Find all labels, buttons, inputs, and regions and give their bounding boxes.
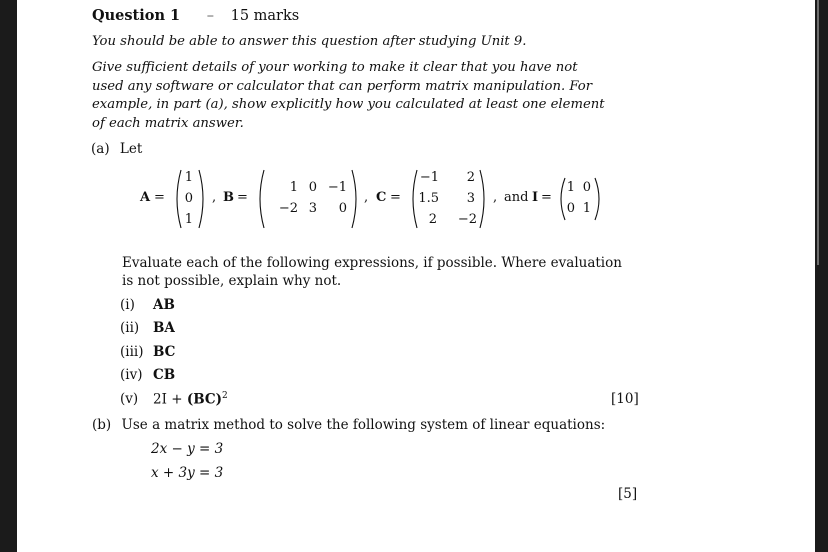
matrix-b-left-paren (254, 168, 268, 230)
matrix-i-right-paren (591, 176, 605, 222)
evaluate-prompt-line-1: Evaluate each of the following expressions, if possible. Where evaluation (122, 255, 622, 271)
subpart-number: (v) (120, 391, 139, 407)
instruction-line-4: of each matrix answer. (92, 115, 244, 131)
matrix-b-name: B (223, 190, 234, 205)
subpart-number: (ii) (120, 320, 140, 336)
subpart-expression: BA (153, 320, 175, 336)
question-title: Question 1 (92, 7, 181, 24)
part-b-label: (b) (92, 417, 112, 433)
matrix-c-name: C (376, 190, 387, 205)
matrix-c-eq: = (390, 190, 401, 205)
subpart-v (120, 391, 228, 408)
matrix-c-cell: 2 (466, 170, 475, 185)
subpart-expression: AB (153, 297, 175, 313)
expr-bold: (BC) (186, 391, 223, 408)
part-a-marks: [10] (611, 391, 639, 407)
equation-1: 2x − y = 3 (151, 441, 224, 457)
part-b-prompt-line (92, 417, 605, 433)
matrix-a-cell: 1 (184, 212, 193, 227)
matrix-c-right-paren (476, 168, 490, 230)
subpart-expression (153, 391, 228, 408)
subpart-iii (120, 344, 176, 360)
matrix-a-cell: 1 (184, 170, 193, 185)
scrollbar-track[interactable] (817, 0, 819, 265)
intro-line: You should be able to answer this question after studying Unit 9. (92, 34, 527, 49)
instruction-line-2: used any software or calculator that can perform matrix manipulation. For (92, 78, 592, 94)
matrix-i-eq: = (541, 190, 552, 205)
matrix-b-cell: 0 (338, 201, 347, 216)
matrix-c-cell: 3 (466, 191, 475, 206)
matrix-c-cell: 1.5 (418, 191, 439, 206)
matrix-a-cell: 0 (184, 191, 193, 206)
matrix-a-name: A (140, 190, 151, 205)
matrix-b-eq: = (237, 190, 248, 205)
subpart-iv (120, 367, 176, 383)
matrix-i-cell: 0 (582, 180, 591, 195)
question-marks: 15 marks (230, 8, 300, 24)
matrix-c-cell: −1 (419, 170, 439, 185)
matrix-b-cell: −2 (278, 201, 298, 216)
matrix-b-cell: 1 (289, 180, 298, 195)
subpart-number: (iii) (120, 344, 144, 360)
subpart-i (120, 297, 175, 313)
separator-comma: , (493, 190, 498, 205)
part-a-label (91, 141, 142, 157)
matrix-b-cell: −1 (327, 180, 347, 195)
subpart-expression: CB (153, 367, 176, 383)
equation-2: x + 3y = 3 (151, 465, 224, 481)
separator-comma: , (212, 190, 217, 205)
subpart-number: (i) (120, 297, 135, 313)
question-header (92, 7, 299, 24)
part-a-number: (a) (91, 141, 110, 157)
and-text: and (504, 190, 529, 205)
part-b-marks: [5] (618, 486, 638, 502)
document-page (17, 0, 815, 552)
instruction-line-1: Give sufficient details of your working to make it clear that you have not (92, 60, 578, 75)
matrix-a-eq: = (154, 190, 165, 205)
separator-comma: , (364, 190, 369, 205)
matrix-i-cell: 1 (582, 201, 591, 216)
matrix-b-cell: 3 (308, 201, 317, 216)
matrix-b-cell: 0 (308, 180, 317, 195)
part-a-let: Let (119, 141, 143, 157)
expr-prefix: 2I + (153, 391, 187, 408)
matrix-c-cell: −2 (457, 212, 477, 227)
evaluate-prompt-line-2: is not possible, explain why not. (122, 273, 342, 289)
subpart-number: (iv) (120, 367, 143, 383)
header-dash: – (206, 8, 214, 24)
matrix-b-right-paren (348, 168, 362, 230)
expr-exponent: 2 (222, 391, 228, 401)
subpart-ii (120, 320, 175, 336)
part-b-prompt: Use a matrix method to solve the following system of linear equations: (121, 417, 606, 433)
subpart-expression: BC (153, 344, 176, 360)
matrix-c-cell: 2 (428, 212, 437, 227)
matrix-i-name: I (532, 190, 539, 205)
matrix-i-cell: 1 (566, 180, 575, 195)
matrix-i-cell: 0 (566, 201, 575, 216)
instruction-line-3: example, in part (a), show explicitly how you calculated at least one element (92, 97, 605, 112)
matrix-a-right-paren (195, 168, 209, 230)
